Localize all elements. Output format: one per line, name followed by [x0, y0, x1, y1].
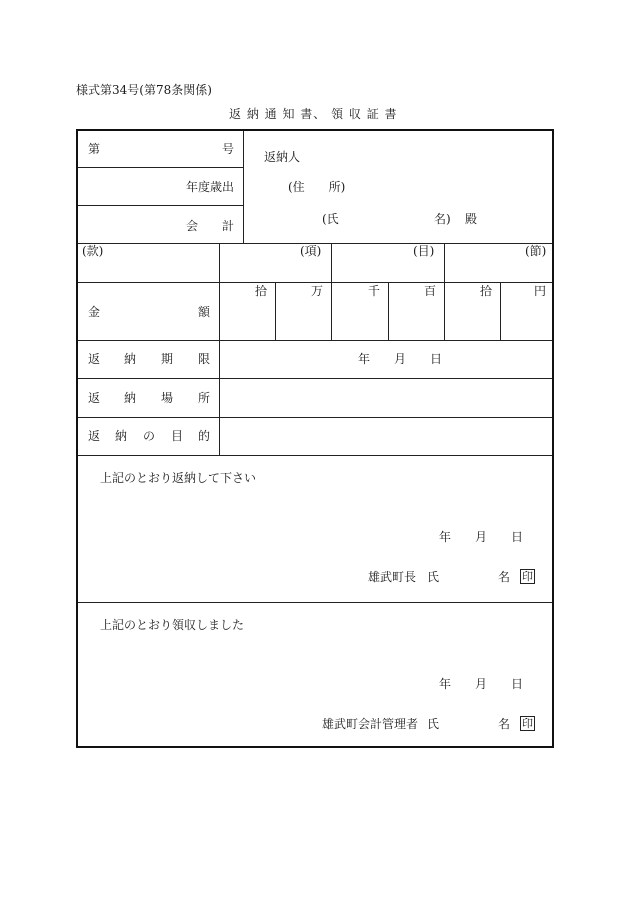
- divider: [219, 243, 220, 455]
- notice-signer: 雄武町長: [368, 570, 417, 584]
- divider: [78, 282, 552, 283]
- purpose-label-char: 納: [115, 429, 128, 443]
- notice-day: 日: [511, 530, 524, 544]
- deadline-label-char: 納: [124, 352, 137, 366]
- divider: [78, 602, 552, 603]
- divider: [500, 282, 501, 340]
- divider: [444, 243, 445, 282]
- kei-label: 計: [222, 219, 235, 233]
- digit-label: 万: [311, 284, 324, 298]
- divider: [78, 167, 243, 168]
- deadline-month: 月: [394, 352, 407, 366]
- divider: [243, 131, 244, 243]
- receipt-mei: 名: [498, 717, 511, 731]
- divider: [78, 340, 552, 341]
- digit-label: 円: [534, 284, 547, 298]
- notice-shi: 氏: [427, 570, 440, 584]
- deadline-day: 日: [430, 352, 443, 366]
- form-style-number: 様式第34号(第78条関係): [76, 83, 212, 97]
- deadline-label-char: 返: [88, 352, 101, 366]
- divider: [78, 205, 243, 206]
- divider: [331, 282, 332, 340]
- document-title: 返 納 通 知 書、 領 収 証 書: [229, 107, 398, 121]
- receipt-seal-stamp: [520, 716, 535, 731]
- amount-label-right: 額: [198, 305, 211, 319]
- digit-label: 拾: [255, 284, 268, 298]
- divider: [275, 282, 276, 340]
- notice-year: 年: [439, 530, 452, 544]
- divider: [444, 282, 445, 340]
- receipt-shi: 氏: [427, 717, 440, 731]
- notice-mei: 名: [498, 570, 511, 584]
- name-close-label: 名): [434, 212, 451, 226]
- return-notice-form: [76, 129, 554, 748]
- fiscal-year-label: 年度歳出: [186, 180, 235, 194]
- notice-text: 上記のとおり返納して下さい: [100, 471, 257, 485]
- purpose-label-char: 的: [198, 429, 211, 443]
- setsu-label: (節): [525, 244, 547, 258]
- place-label-char: 場: [161, 391, 174, 405]
- purpose-label-char: の: [143, 429, 156, 443]
- purpose-label-char: 目: [171, 429, 184, 443]
- divider: [78, 417, 552, 418]
- divider: [78, 455, 552, 456]
- receipt-year: 年: [439, 677, 452, 691]
- name-open-label: (氏: [322, 212, 339, 226]
- place-label-char: 返: [88, 391, 101, 405]
- deadline-label-char: 限: [198, 352, 211, 366]
- deadline-year: 年: [358, 352, 371, 366]
- purpose-label-char: 返: [88, 429, 101, 443]
- notice-month: 月: [475, 530, 488, 544]
- deadline-label-char: 期: [161, 352, 174, 366]
- digit-label: 拾: [480, 284, 493, 298]
- digit-label: 千: [368, 284, 381, 298]
- dai-label: 第: [88, 142, 101, 156]
- receipt-text: 上記のとおり領収しました: [100, 618, 245, 632]
- kan-label: (款): [82, 244, 104, 258]
- seal-mark: 印: [522, 570, 533, 583]
- amount-label-left: 金: [88, 305, 101, 319]
- place-label-char: 納: [124, 391, 137, 405]
- receipt-signer: 雄武町会計管理者: [322, 717, 419, 731]
- seal-mark: 印: [522, 717, 533, 730]
- divider: [331, 243, 332, 282]
- kai-label: 会: [186, 219, 199, 233]
- receipt-day: 日: [511, 677, 524, 691]
- divider: [388, 282, 389, 340]
- digit-label: 百: [424, 284, 437, 298]
- honorific-label: 殿: [465, 212, 478, 226]
- go-label: 号: [222, 142, 235, 156]
- notice-seal-stamp: [520, 569, 535, 584]
- kou-label: (項): [300, 244, 322, 258]
- place-label-char: 所: [198, 391, 211, 405]
- moku-label: (目): [413, 244, 435, 258]
- address-label: (住 所): [288, 180, 346, 194]
- payer-label: 返納人: [264, 150, 301, 164]
- receipt-month: 月: [475, 677, 488, 691]
- divider: [78, 378, 552, 379]
